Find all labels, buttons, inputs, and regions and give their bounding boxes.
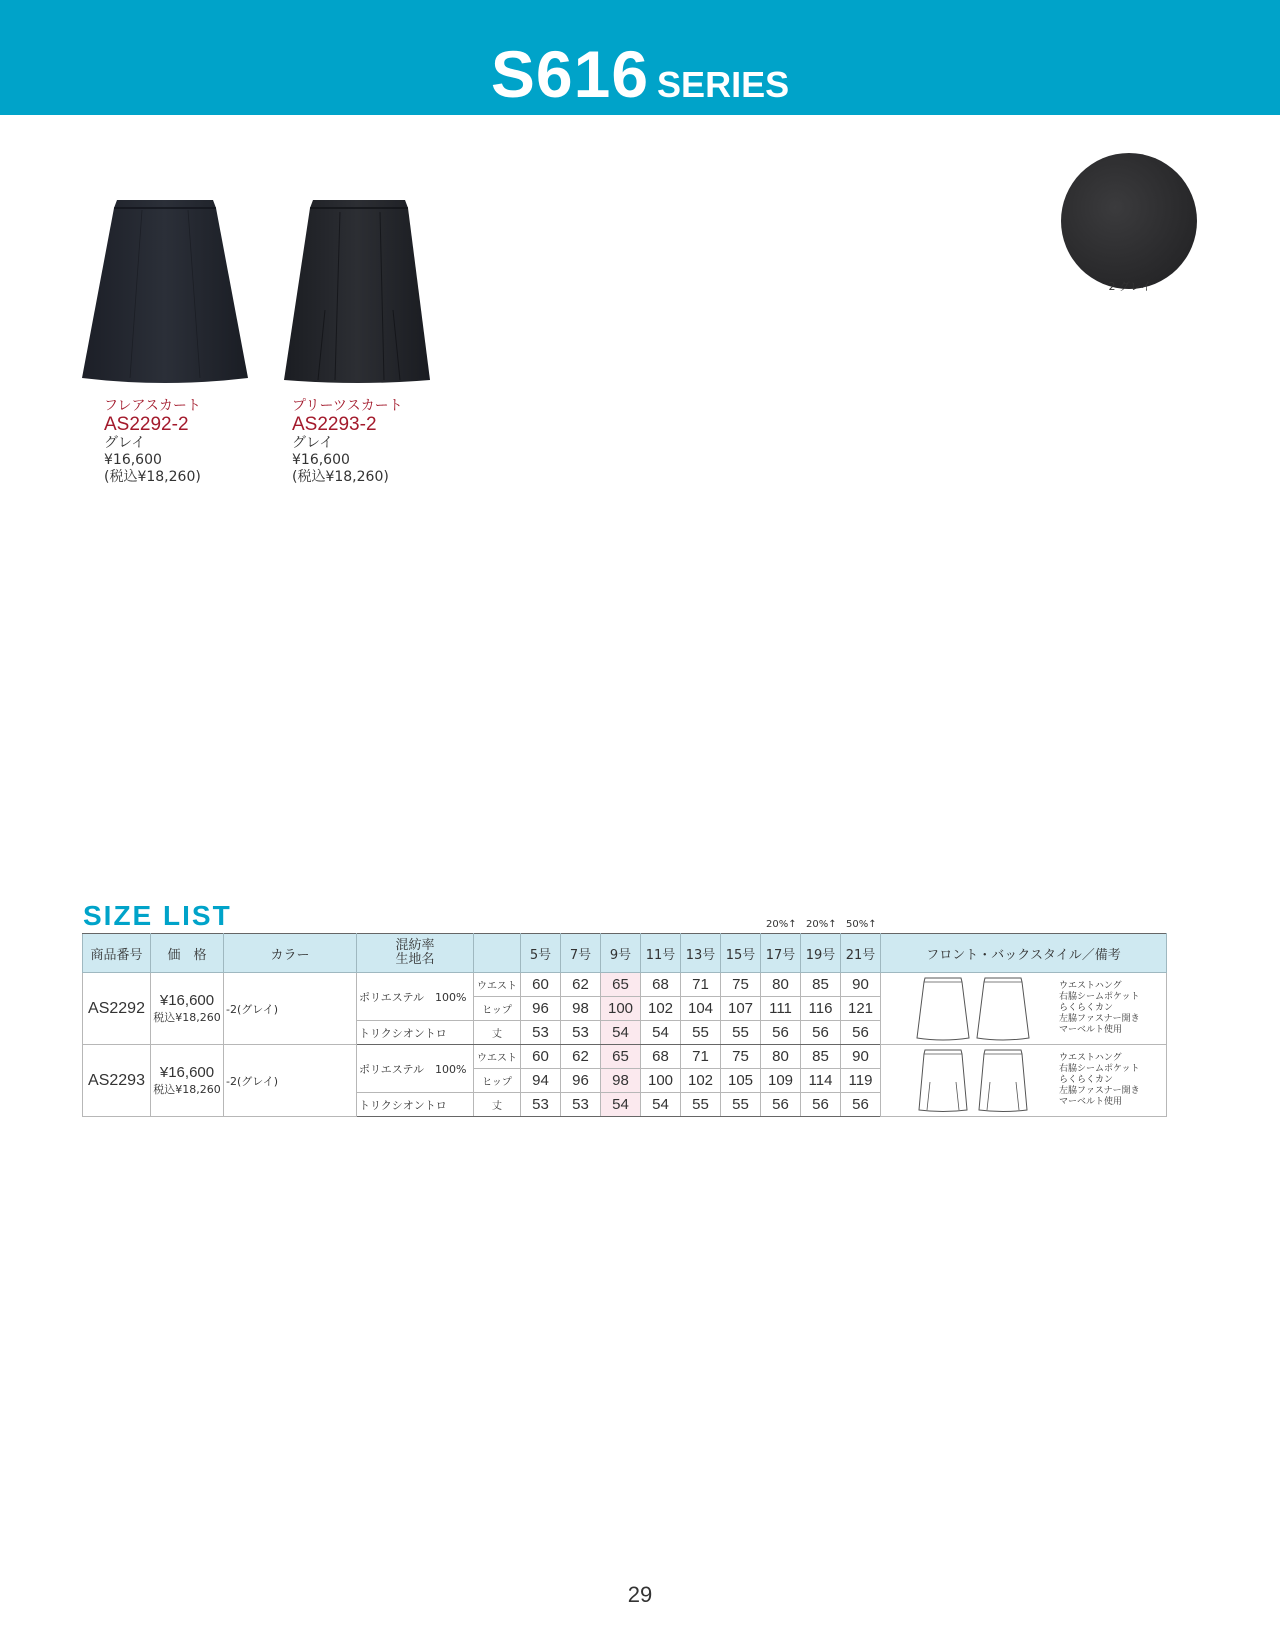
size-value: 68	[641, 1045, 681, 1069]
note-item: ウエストハング	[1059, 981, 1122, 991]
header-size: 9号	[601, 934, 641, 973]
product-price: ¥16,600	[104, 452, 162, 468]
size-value: 56	[841, 1021, 881, 1045]
header-size: 15号	[721, 934, 761, 973]
size-value: 53	[561, 1021, 601, 1045]
note-item: 右脇シームポケット	[1059, 1064, 1140, 1074]
header-fabric-name: 生地名	[395, 952, 435, 967]
measure-label: ウエスト	[474, 1045, 521, 1069]
fabric-blend-cell: ポリエステル 100%	[357, 1045, 474, 1093]
fabric-blend-cell: ポリエステル 100%	[357, 973, 474, 1021]
style-notes	[1059, 1053, 1140, 1108]
fabric-name-cell: トリクシオントロ	[357, 1021, 474, 1045]
size-value: 102	[641, 997, 681, 1021]
price-tax: 税込¥18,260	[153, 1083, 221, 1096]
header-size: 11号	[641, 934, 681, 973]
header-size: 21号	[841, 934, 881, 973]
size-value: 71	[681, 973, 721, 997]
size-value: 104	[681, 997, 721, 1021]
size-value: 62	[561, 1045, 601, 1069]
header-style: フロント・バックスタイル／備考	[881, 934, 1167, 973]
flare-skirt-image	[82, 190, 248, 386]
pleated-skirt-diagram	[915, 1048, 1035, 1114]
size-value: 80	[761, 1045, 801, 1069]
fabric-name-cell: トリクシオントロ	[357, 1093, 474, 1117]
series-code: S616	[490, 37, 650, 111]
note-item: マーベルト使用	[1059, 1097, 1123, 1107]
size-value: 98	[561, 997, 601, 1021]
size-value: 54	[641, 1093, 681, 1117]
header-size: 13号	[681, 934, 721, 973]
size-value: 53	[521, 1021, 561, 1045]
size-value: 119	[841, 1069, 881, 1093]
size-value: 56	[761, 1093, 801, 1117]
header-size: 5号	[521, 934, 561, 973]
product-code-cell: AS2292	[83, 973, 151, 1045]
size-value: 107	[721, 997, 761, 1021]
note-item: ウエストハング	[1059, 1053, 1122, 1063]
color-cell: -2(グレイ)	[224, 973, 357, 1045]
size-value: 56	[801, 1021, 841, 1045]
product-tax-price: (税込¥18,260)	[292, 469, 389, 485]
size-value: 102	[681, 1069, 721, 1093]
price-value: ¥16,600	[159, 1064, 215, 1081]
measure-label: ヒップ	[474, 997, 521, 1021]
header-banner	[0, 0, 1280, 115]
color-cell: -2(グレイ)	[224, 1045, 357, 1117]
note-item: マーベルト使用	[1059, 1025, 1123, 1035]
product-name: プリーツスカート	[292, 398, 403, 414]
size-value: 114	[801, 1069, 841, 1093]
size-value: 55	[681, 1093, 721, 1117]
size-value: 90	[841, 1045, 881, 1069]
size-value: 75	[721, 973, 761, 997]
size-value: 65	[601, 973, 641, 997]
size-value: 75	[721, 1045, 761, 1069]
size-value: 60	[521, 973, 561, 997]
size-value: 68	[641, 973, 681, 997]
measure-label: 丈	[474, 1093, 521, 1117]
measure-label: 丈	[474, 1021, 521, 1045]
page-number: 29	[627, 1582, 653, 1607]
flare-skirt-diagram	[915, 976, 1035, 1042]
product-color: グレイ	[104, 435, 146, 451]
size-value: 85	[801, 973, 841, 997]
series-label: SERIES	[657, 64, 790, 105]
pleated-skirt-image	[280, 190, 446, 386]
product-info	[292, 398, 472, 486]
size-value: 100	[601, 997, 641, 1021]
header-fabric	[357, 934, 474, 973]
note-item: らくらくカン	[1059, 1003, 1114, 1013]
price-tax: 税込¥18,260	[153, 1011, 221, 1024]
size-value: 56	[761, 1021, 801, 1045]
note-item: 左脇ファスナー開き	[1059, 1014, 1140, 1024]
size-value: 56	[801, 1093, 841, 1117]
price-value: ¥16,600	[159, 992, 215, 1009]
size-value: 96	[521, 997, 561, 1021]
product-name: フレアスカート	[104, 398, 201, 414]
header-size: 17号	[761, 934, 801, 973]
header-price: 価 格	[151, 934, 224, 973]
size-value: 111	[761, 997, 801, 1021]
table-row	[83, 1045, 1167, 1069]
size-value: 94	[521, 1069, 561, 1093]
size-value: 65	[601, 1045, 641, 1069]
size-list-title: SIZE LIST	[83, 900, 232, 931]
product-color: グレイ	[292, 435, 334, 451]
product-price: ¥16,600	[292, 452, 350, 468]
product-card	[280, 190, 446, 485]
swatch-label: 2 グレイ	[1108, 280, 1152, 293]
size-value: 55	[721, 1093, 761, 1117]
price-cell	[151, 1045, 224, 1117]
size-value: 54	[601, 1021, 641, 1045]
size-value: 105	[721, 1069, 761, 1093]
percent-note: 20%↑	[806, 919, 837, 930]
size-value: 54	[641, 1021, 681, 1045]
size-value: 54	[601, 1093, 641, 1117]
note-item: 左脇ファスナー開き	[1059, 1086, 1140, 1096]
size-value: 90	[841, 973, 881, 997]
product-code-cell: AS2293	[83, 1045, 151, 1117]
percent-note: 20%↑	[766, 919, 797, 930]
header-fabric-blend: 混紡率	[395, 938, 435, 953]
fabric-swatch	[1061, 153, 1197, 289]
header-code: 商品番号	[83, 934, 151, 973]
size-value: 116	[801, 997, 841, 1021]
style-cell	[881, 1045, 1167, 1117]
product-tax-price: (税込¥18,260)	[104, 469, 201, 485]
size-table	[82, 933, 1167, 1117]
size-value: 109	[761, 1069, 801, 1093]
product-code: AS2293-2	[292, 414, 377, 435]
style-notes	[1059, 981, 1140, 1036]
header-size: 7号	[561, 934, 601, 973]
size-value: 85	[801, 1045, 841, 1069]
header-measure-blank	[474, 934, 521, 973]
size-value: 53	[521, 1093, 561, 1117]
note-item: らくらくカン	[1059, 1075, 1114, 1085]
size-value: 121	[841, 997, 881, 1021]
size-value: 55	[721, 1021, 761, 1045]
size-value: 80	[761, 973, 801, 997]
product-info	[104, 398, 284, 486]
note-item: 右脇シームポケット	[1059, 992, 1140, 1002]
size-value: 53	[561, 1093, 601, 1117]
size-value: 55	[681, 1021, 721, 1045]
percent-note: 50%↑	[846, 919, 877, 930]
size-value: 98	[601, 1069, 641, 1093]
size-value: 60	[521, 1045, 561, 1069]
price-cell	[151, 973, 224, 1045]
series-title	[0, 36, 1280, 112]
style-cell	[881, 973, 1167, 1045]
table-header-row	[83, 934, 1167, 973]
size-value: 100	[641, 1069, 681, 1093]
size-value: 56	[841, 1093, 881, 1117]
header-color: カラー	[224, 934, 357, 973]
table-row	[83, 973, 1167, 997]
header-size: 19号	[801, 934, 841, 973]
size-value: 96	[561, 1069, 601, 1093]
product-card	[82, 190, 248, 485]
size-value: 62	[561, 973, 601, 997]
size-value: 71	[681, 1045, 721, 1069]
measure-label: ヒップ	[474, 1069, 521, 1093]
measure-label: ウエスト	[474, 973, 521, 997]
product-code: AS2292-2	[104, 414, 189, 435]
